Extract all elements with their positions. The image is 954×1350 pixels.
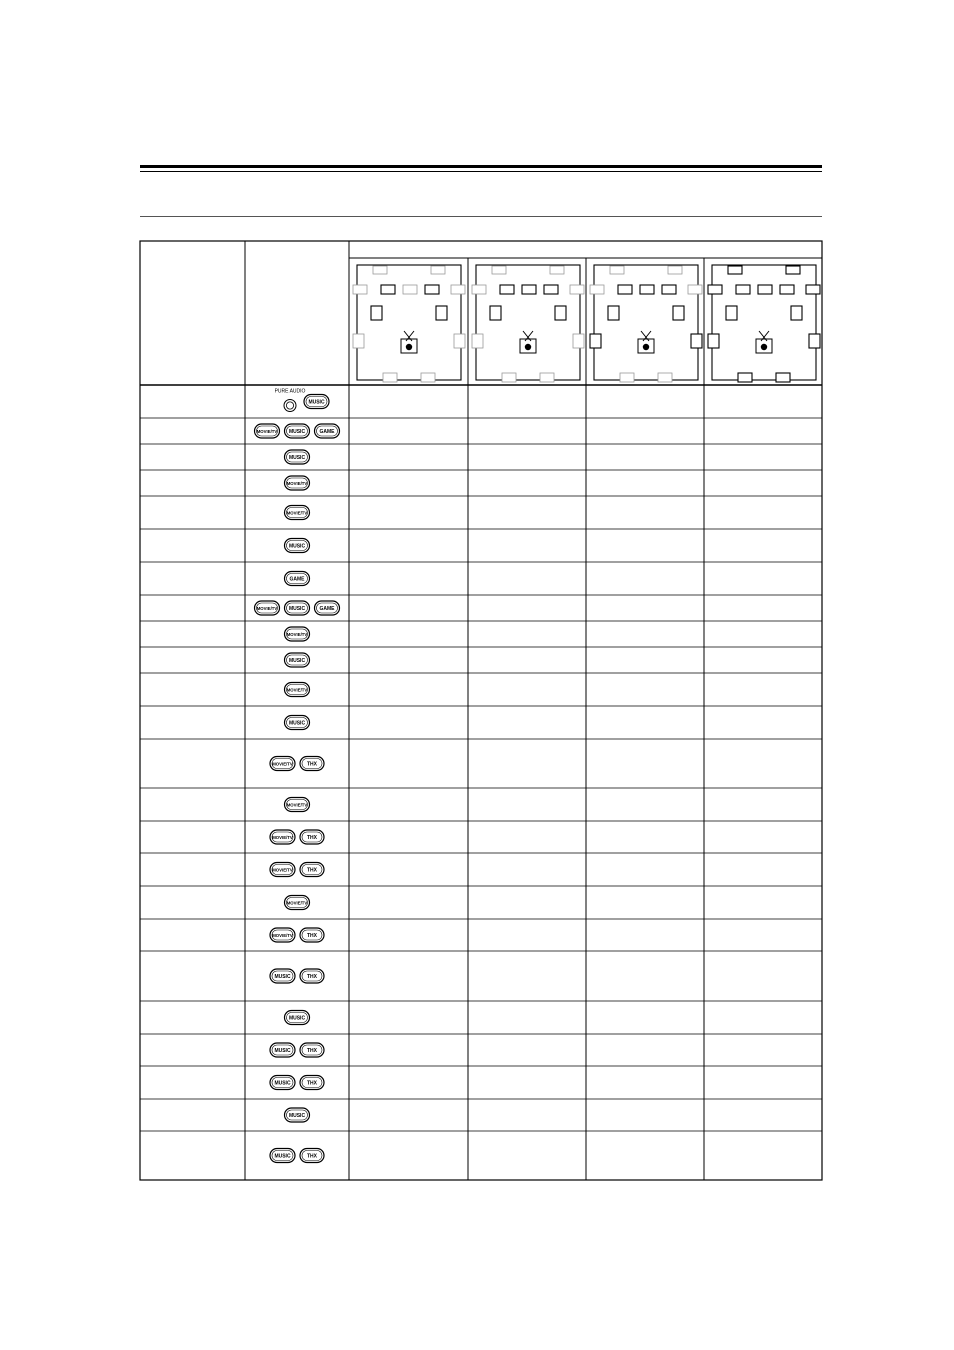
listener-head [525,344,531,350]
game-button-icon [315,601,340,615]
movie-button-icon [285,798,310,812]
button-label: MUSIC [274,974,291,980]
table-row [270,1076,324,1090]
front-high-speaker-icon [550,266,564,274]
speaker-diagram-2 [472,265,584,382]
surround-back-speaker-icon [590,334,601,348]
table-row [275,389,329,412]
button-label: MUSIC [288,429,306,435]
surround-speaker-icon [791,306,802,320]
table-row [285,450,310,464]
surround-speaker-icon [436,306,447,320]
button-label: MUSIC [288,658,306,664]
button-label: MUSIC [288,543,306,550]
movie-button-icon [270,757,295,771]
front-high-speaker-icon [610,266,624,274]
surround-back-speaker-icon [809,334,820,348]
front-speaker-icon [688,285,702,294]
table-row [285,1011,310,1025]
button-label: THX [307,974,317,980]
front-high-speaker-icon [668,266,682,274]
front-speaker-icon [806,285,820,294]
button-label: MUSIC [288,1015,306,1022]
thx-button-icon [300,757,324,771]
rear-speaker-icon [502,373,516,382]
room-outline [476,265,580,380]
music-button-icon [270,1076,295,1090]
front-high-speaker-icon [728,266,742,274]
table-row [270,830,324,844]
table-row [270,969,324,983]
movie-button-icon [255,424,280,438]
front-speaker-icon [708,285,722,294]
surround-speaker-icon [608,306,619,320]
table-row [285,896,310,910]
table-row [285,627,310,641]
table-row [270,757,324,771]
table-frame [140,241,822,1180]
table-row [285,572,310,586]
listener-icon [638,331,654,353]
pure-audio-inner [286,402,293,409]
front-speaker-icon [500,285,514,294]
thx-button-icon [300,928,324,942]
thx-button-icon [300,1149,324,1163]
front-high-speaker-icon [431,266,445,274]
table-row [285,716,310,730]
surround-back-speaker-icon [454,334,465,348]
listener-head [643,344,649,350]
movie-button-icon [285,896,310,910]
surround-back-speaker-icon [708,334,719,348]
front-high-speaker-icon [492,266,506,274]
table-row [285,1108,310,1122]
front-speaker-icon [590,285,604,294]
speaker-diagram-4 [708,265,820,382]
rear-speaker-icon [658,373,672,382]
front-speaker-icon [522,285,536,294]
button-label: MOVIE/TV [272,761,293,767]
pure-audio-button-icon [275,389,306,412]
movie-button-icon [285,683,310,697]
button-label: MOVIE/TV [286,481,308,486]
button-label: THX [307,761,317,768]
movie-button-icon [285,476,310,490]
music-button-icon [285,716,310,730]
button-label: MUSIC [288,720,306,727]
button-label: MOVIE/TV [286,632,308,637]
button-label: MOVIE/TV [286,900,308,906]
movie-button-icon [255,601,280,615]
button-label: GAME [319,429,335,435]
game-button-icon [285,572,310,586]
pure-audio-label: PURE AUDIO [274,388,306,395]
thx-button-icon [300,969,324,983]
movie-button-icon [270,863,295,877]
table-row [285,506,310,520]
front-speaker-icon [570,285,584,294]
front-high-speaker-icon [373,266,387,274]
rear-speaker-icon [421,373,435,382]
button-label: MUSIC [308,399,325,406]
music-button-icon [270,969,295,983]
room-outline [357,265,461,380]
button-label: THX [307,1080,317,1087]
table-row [255,424,340,438]
music-button-icon [285,653,310,667]
music-button-icon [270,1149,295,1163]
front-speaker-icon [662,285,676,294]
button-label: MOVIE/TV [286,687,308,693]
speaker-diagram-3 [590,265,702,382]
surround-speaker-icon [490,306,501,320]
movie-button-icon [285,627,310,641]
button-label: MOVIE/TV [256,429,278,434]
table-row [270,928,324,942]
button-label: MUSIC [274,1080,291,1087]
listener-icon [401,331,417,353]
front-speaker-icon [472,285,486,294]
table-row [270,863,324,877]
button-label: THX [307,1048,317,1054]
table-row [255,601,340,615]
music-button-icon [285,1108,310,1122]
music-button-icon [285,1011,310,1025]
button-label: THX [307,835,317,841]
table-row [285,798,310,812]
button-label: MUSIC [274,1153,291,1160]
front-speaker-icon [403,285,417,294]
button-label: MUSIC [288,1113,306,1119]
button-label: GAME [289,576,305,583]
game-button-icon [315,424,340,438]
rear-speaker-icon [738,373,752,382]
table-row [285,653,310,667]
button-label: GAME [319,606,335,612]
music-button-icon [285,539,310,553]
front-speaker-icon [780,285,794,294]
music-button-icon [285,424,310,438]
front-speaker-icon [758,285,772,294]
front-speaker-icon [353,285,367,294]
button-label: MUSIC [288,606,306,612]
table-row [270,1149,324,1163]
surround-speaker-icon [371,306,382,320]
thx-button-icon [300,1076,324,1090]
thx-button-icon [300,863,324,877]
front-speaker-icon [451,285,465,294]
front-speaker-icon [544,285,558,294]
front-speaker-icon [640,285,654,294]
table-row [285,683,310,697]
button-label: THX [307,1153,317,1160]
table-row [285,476,310,490]
thx-button-icon [300,1043,324,1057]
button-label: MOVIE/TV [286,510,308,516]
listener-head [761,344,767,350]
front-speaker-icon [618,285,632,294]
front-speaker-icon [381,285,395,294]
rear-speaker-icon [776,373,790,382]
table-row [270,1043,324,1057]
surround-back-speaker-icon [691,334,702,348]
room-outline [712,265,816,380]
button-label: MUSIC [274,1048,291,1054]
surround-speaker-icon [673,306,684,320]
surround-back-speaker-icon [472,334,483,348]
room-outline [594,265,698,380]
music-button-icon [304,395,329,409]
table-row [285,539,310,553]
music-button-icon [285,450,310,464]
button-label: MUSIC [288,455,306,461]
button-label: MOVIE/TV [272,867,293,873]
button-label: MOVIE/TV [272,933,293,938]
button-label: THX [307,867,317,874]
front-speaker-icon [425,285,439,294]
surround-back-speaker-icon [573,334,584,348]
surround-speaker-icon [726,306,737,320]
speaker-diagram-1 [353,265,465,382]
listener-icon [756,331,772,353]
thx-button-icon [300,830,324,844]
movie-button-icon [270,928,295,942]
movie-button-icon [285,506,310,520]
rear-speaker-icon [620,373,634,382]
button-label: MOVIE/TV [256,606,278,611]
surround-back-speaker-icon [353,334,364,348]
music-button-icon [285,601,310,615]
listener-head [406,344,412,350]
rear-speaker-icon [540,373,554,382]
button-label: MOVIE/TV [272,835,293,840]
front-high-speaker-icon [786,266,800,274]
surround-speaker-icon [555,306,566,320]
rear-speaker-icon [383,373,397,382]
movie-button-icon [270,830,295,844]
button-label: THX [307,933,317,939]
music-button-icon [270,1043,295,1057]
listener-icon [520,331,536,353]
button-label: MOVIE/TV [286,802,308,808]
front-speaker-icon [736,285,750,294]
